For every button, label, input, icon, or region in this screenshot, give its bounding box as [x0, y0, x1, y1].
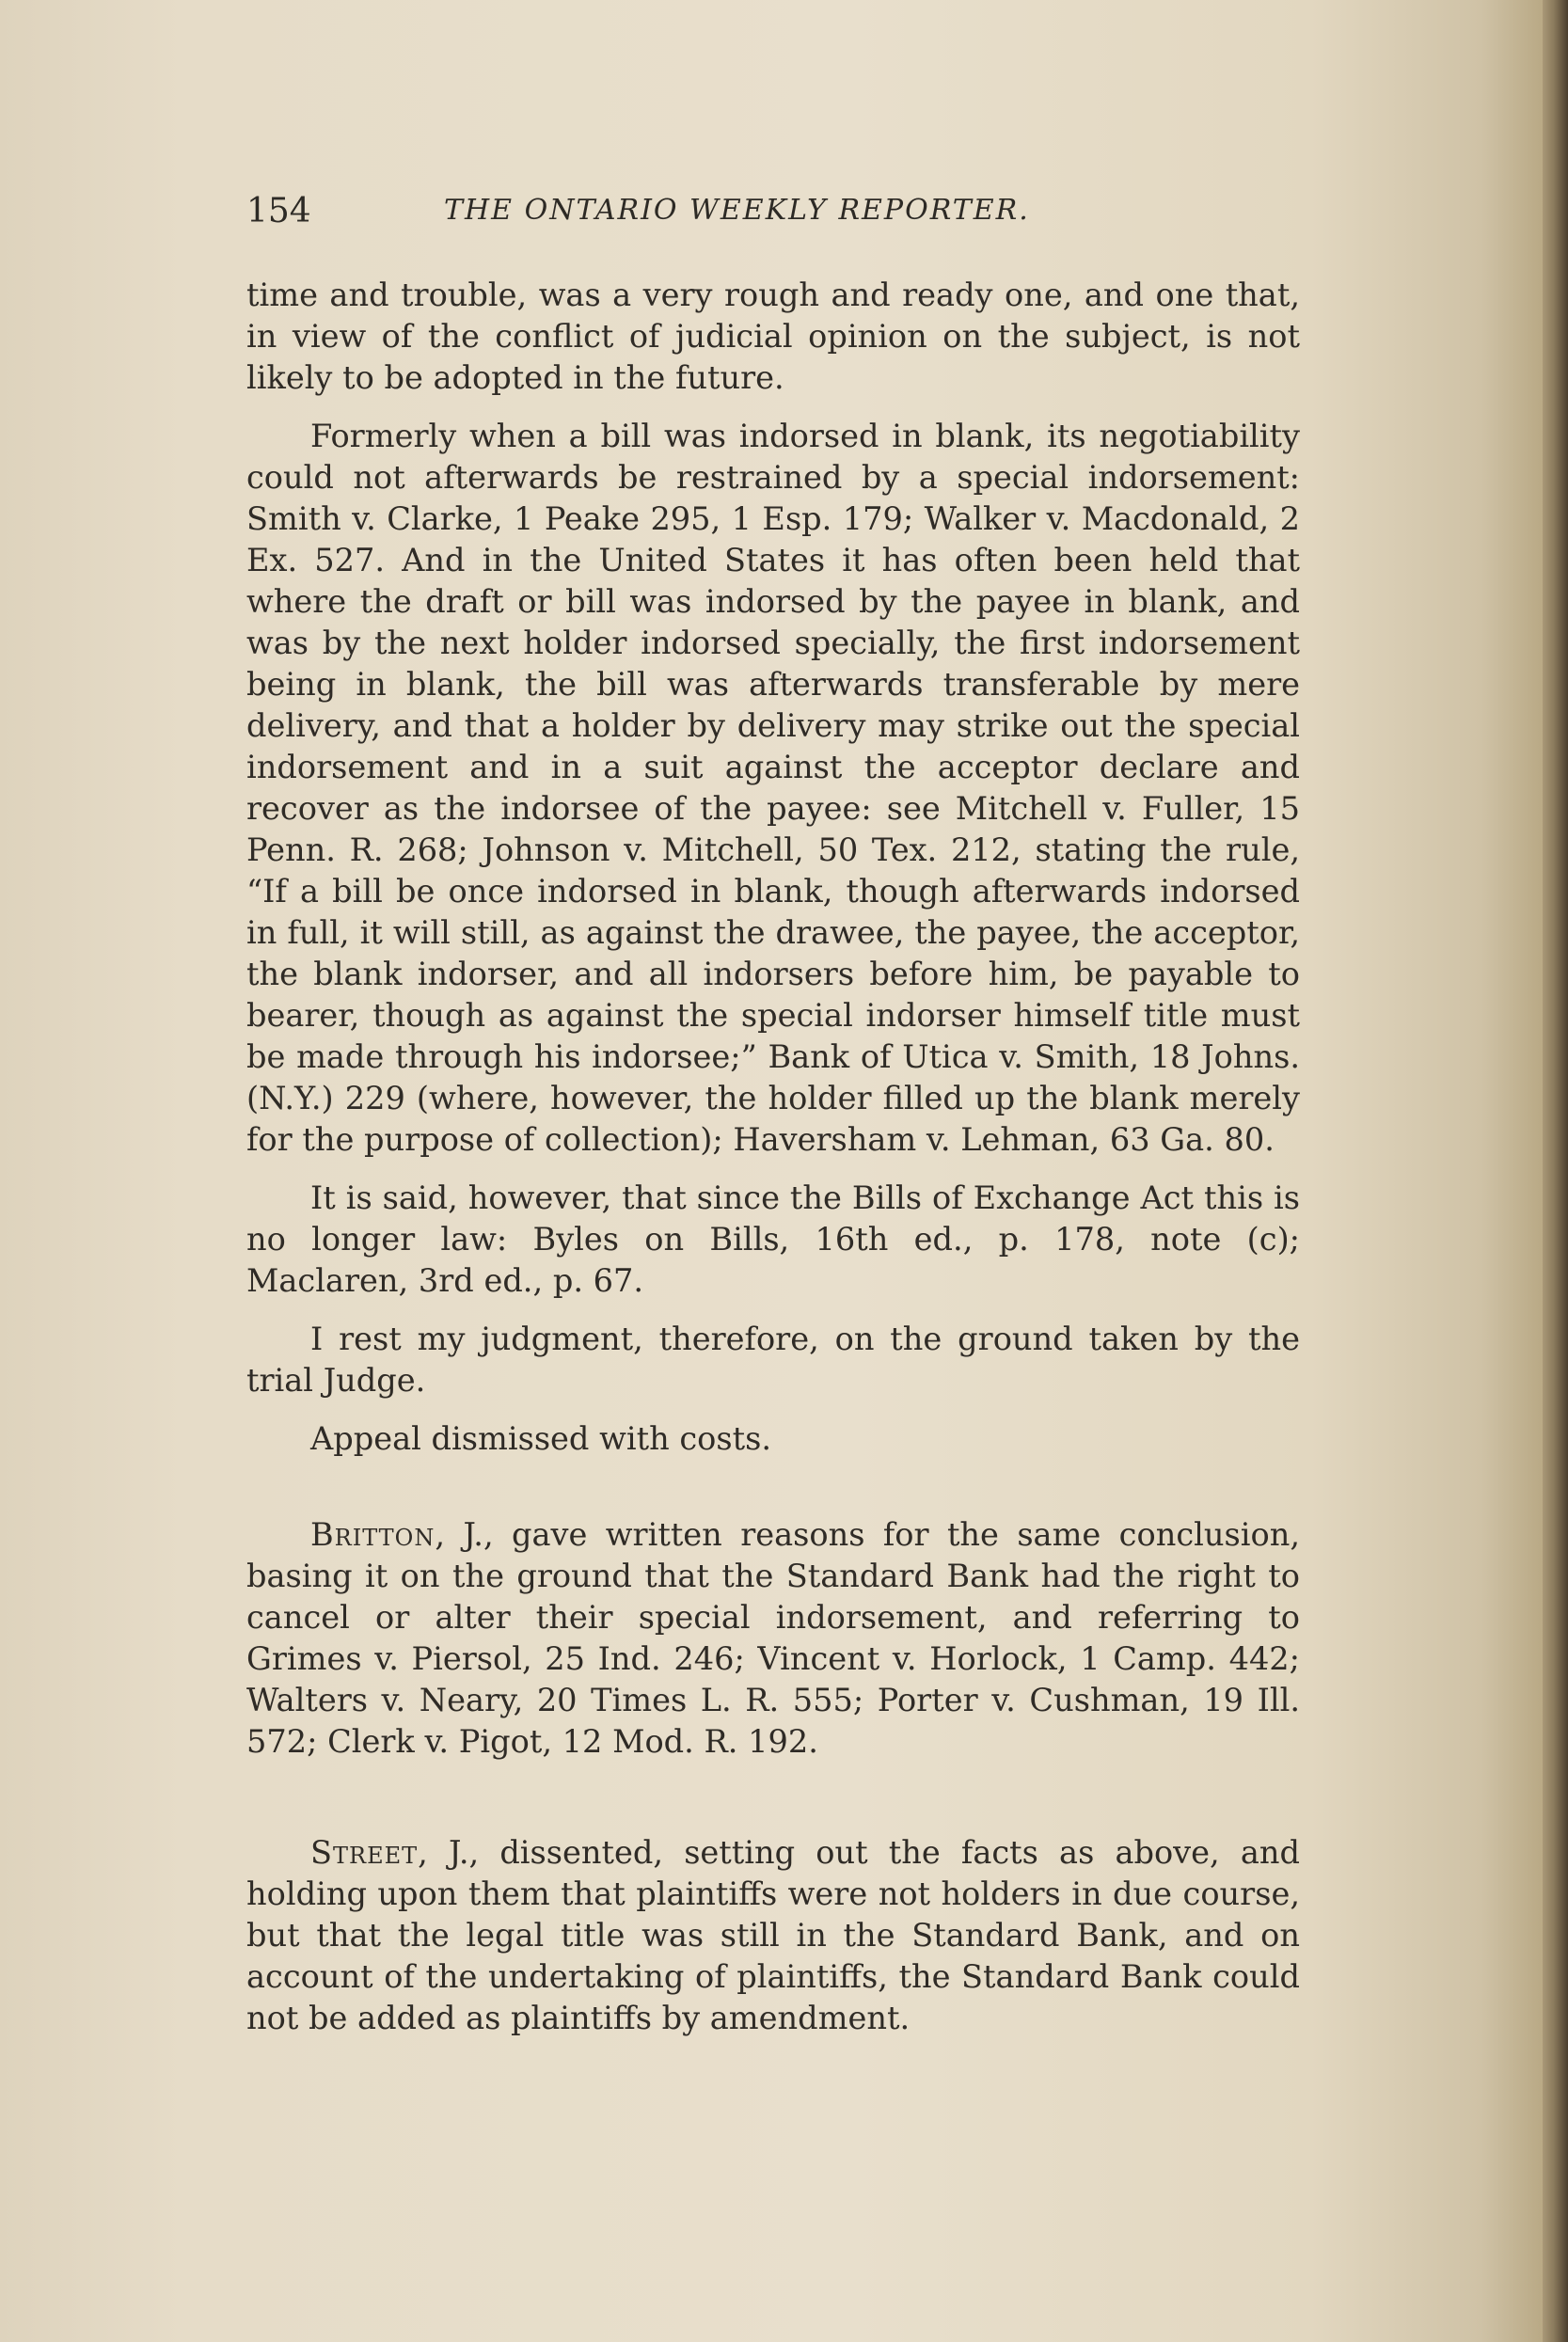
page-number: 154 — [246, 192, 311, 230]
paragraph-it-is-said: It is said, however, that since the Bills of Exchange Act this is no longer law: Byles on Bills, 16th ed., p. 178, note (c); Maclaren, 3rd ed., p. 67. — [246, 1179, 1300, 1299]
paragraph-disposition: Appeal dismissed with costs. — [310, 1420, 772, 1457]
paragraph-street — [246, 1832, 1300, 2039]
body-text — [246, 275, 1300, 2056]
running-head: THE ONTARIO WEEKLY REPORTER. — [444, 194, 1030, 227]
paragraph-britton — [246, 1514, 1300, 1763]
paragraph-continuation: time and trouble, was a very rough and ready one, and one that, in view of the conflict of judicial opinion on the subject, is not likely to be adopted in the future. — [246, 277, 1300, 396]
judge-name-britton: Britton — [310, 1516, 436, 1553]
page-edge — [1543, 0, 1568, 2342]
paragraph-formerly: Formerly when a bill was indorsed in blank, its negotiability could not afterwards be restrained by a special indorsement: Smith v. Clarke, 1 Peake 295, 1 Esp. 179; Walker v. Macdonald, 2 Ex. 527. And in the United States it has often been held that where the draft or bill was indorsed by the payee in blank, and was by the next holder indorsed specially, the first indorsement being in blank, the bill was afterwards transferable by mere delivery, and that a holder by delivery may strike out the special indorsement and in a suit against the acceptor declare and recover as the indorsee of the payee: see Mitchell v. Fuller, 15 Penn. R. 268; Johnson v. Mitchell, 50 Tex. 212, stating the rule, “If a bill be once indorsed in blank, though afterwards indorsed in full, it will still, as against the drawee, the payee, the acceptor, the blank indorser, and all indorsers before him, be payable to bearer, though as against the special indorser himself title must be made through his indorsee;” Bank of Utica v. Smith, 18 Johns. (N.Y.) 229 (where, however, the holder filled up the blank merely for the purpose of collection); Haversham v. Lehman, 63 Ga. 80. — [246, 418, 1300, 1158]
paragraph-judgment: I rest my judgment, therefore, on the ground taken by the trial Judge. — [246, 1321, 1300, 1399]
britton-text: , J., gave written reasons for the same conclusion, basing it on the ground that the Standard Bank had the right to cancel or alter their special indorsement, and referring to Grimes v. Piersol, 25 Ind. 246; Vincent v. Horlock, 1 Camp. 442; Walters v. Neary, 20 Times L. R. 555; Porter v. Cushman, 19 Ill. 572; Clerk v. Pigot, 12 Mod. R. 192. — [246, 1516, 1300, 1760]
street-text: , J., dissented, setting out the facts as above, and holding upon them that plaintiffs were not holders in due course, but that the legal title was still in the Standard Bank, and on account of the undertaking of plaintiffs, the Standard Bank could not be added as plaintiffs by amendment. — [246, 1834, 1300, 2036]
judge-name-street: Street — [310, 1834, 419, 1871]
section-gap — [246, 1780, 1300, 1832]
section-gap — [246, 1477, 1300, 1514]
page-header — [246, 186, 1300, 243]
